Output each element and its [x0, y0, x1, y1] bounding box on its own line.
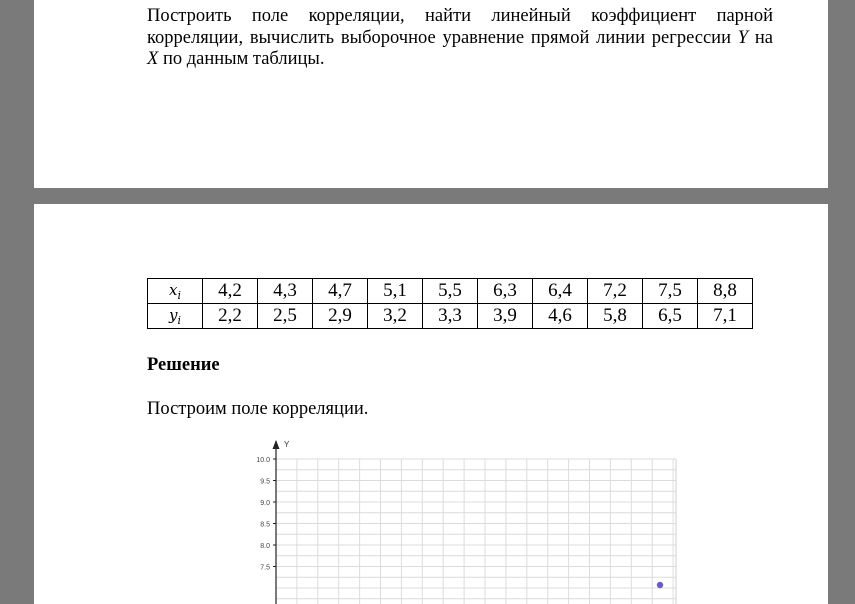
- problem-line-3: [147, 49, 773, 71]
- y-axis-arrow: [273, 440, 280, 449]
- y-tick-label: 9.0: [260, 500, 270, 507]
- table-row-y: [148, 304, 753, 329]
- x-label: x: [169, 280, 178, 299]
- x-value-cell: 4,7: [313, 279, 368, 304]
- y-tick-label: 8.0: [260, 543, 270, 550]
- x-header-cell: [148, 279, 203, 304]
- y-tick-label: 8.5: [260, 521, 270, 529]
- solution-heading: Решение: [147, 355, 220, 375]
- x-value-cell: 6,3: [478, 279, 533, 304]
- x-value-cell: 8,8: [698, 279, 753, 304]
- data-table: [147, 278, 753, 329]
- y-header-cell: [148, 304, 203, 329]
- y-value-cell: 2,9: [313, 304, 368, 329]
- problem-line-2-end: на: [748, 27, 773, 48]
- solution-text: Построим поле корреляции.: [147, 399, 369, 419]
- x-value-cell: 5,1: [368, 279, 423, 304]
- variable-x: X: [147, 49, 159, 69]
- problem-statement: [147, 6, 773, 71]
- problem-line-2: [147, 28, 773, 50]
- y-label: y: [168, 305, 178, 324]
- problem-line-2-text: корреляции, вычислить выборочное уравнение прямой линии регрессии: [147, 27, 738, 48]
- y-axis-label: Y: [284, 440, 290, 449]
- y-subscript: i: [177, 313, 181, 327]
- y-tick-label: 7.5: [260, 564, 270, 572]
- x-value-cell: 7,5: [643, 279, 698, 304]
- y-tick-label: 10.0: [256, 457, 270, 464]
- x-subscript: i: [177, 288, 181, 302]
- y-tick-label: 9.5: [260, 478, 270, 486]
- problem-line-3-text: по данным таблицы.: [158, 49, 325, 69]
- data-point: [657, 582, 663, 588]
- problem-line-1: Построить поле корреляции, найти линейный коэффициент парной: [147, 6, 773, 26]
- x-value-cell: 5,5: [423, 279, 478, 304]
- y-value-cell: 3,2: [368, 304, 423, 329]
- document-page-2: [34, 204, 828, 604]
- y-value-cell: 2,5: [258, 304, 313, 329]
- y-value-cell: 6,5: [643, 304, 698, 329]
- y-value-cell: 2,2: [203, 304, 258, 329]
- x-value-cell: 4,3: [258, 279, 313, 304]
- y-value-cell: 3,3: [423, 304, 478, 329]
- x-value-cell: 6,4: [533, 279, 588, 304]
- variable-y: Y: [737, 27, 749, 48]
- y-value-cell: 5,8: [588, 304, 643, 329]
- correlation-field-chart: [224, 435, 694, 595]
- table-row-x: [148, 279, 753, 304]
- document-page-1: [34, 0, 828, 188]
- x-value-cell: 7,2: [588, 279, 643, 304]
- y-value-cell: 4,6: [533, 304, 588, 329]
- y-value-cell: 7,1: [698, 304, 753, 329]
- x-value-cell: 4,2: [203, 279, 258, 304]
- y-value-cell: 3,9: [478, 304, 533, 329]
